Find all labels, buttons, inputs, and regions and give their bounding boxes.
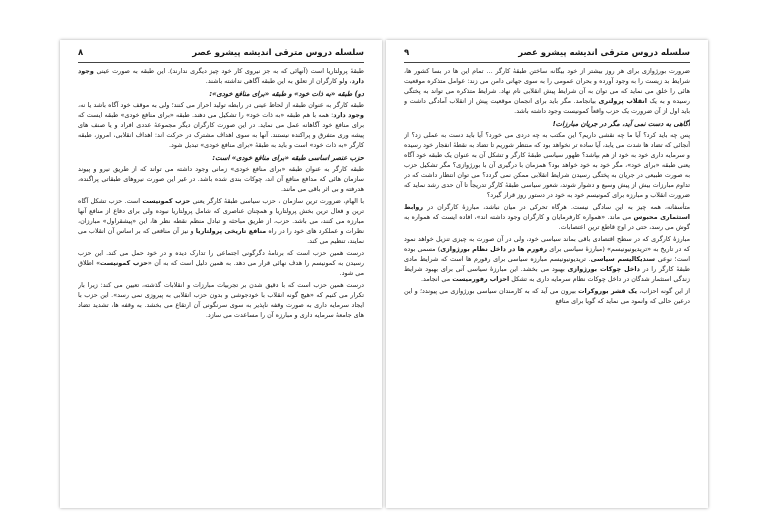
right-page bbox=[386, 40, 708, 508]
page-header bbox=[78, 48, 364, 63]
bold-phrase: روابط استثماری محبوس bbox=[404, 203, 690, 221]
section-heading: دو) طبقه «به ذات خود» و طبقه «برای منافع خودی»: bbox=[209, 90, 364, 98]
running-title: سلسله دروس مترقی اندیشه پیشرو عصر bbox=[518, 48, 690, 58]
paragraph: از این گونه احزاب، یک قشر بوروکرات بیرون می آید که به کارمندان سیاسی بورژوازی می پیوندد؛ و این درعین حالی که وانمود می نماید که گویا برای منافع bbox=[404, 287, 690, 305]
paragraph: طبقهٔ پرولتاریا است (آنهائی که به جز نیروی کار خود چیز دیگری ندارند). این طبقه به صورت عینی وجود دارد، ولو کارگران از تعلق به این طبقه آگاهی نداشته باشند. bbox=[78, 67, 364, 85]
page-number: ۸ bbox=[78, 48, 84, 58]
bold-phrase: وجود دارد bbox=[333, 111, 364, 119]
paragraph: متأسفانه، همه چیز به این سادگی نیست. هرگاه تحرکی در میان نباشد، مبارزهٔ کارگران در روابط استثماری محبوس می ماند. «همواره کارفرمایان و کارگران وجود داشته اند»، افاده ایست که همواره به گوش می رسد، حتی در اوج قاطع ترین اعتصابات. bbox=[404, 203, 690, 231]
paragraph: مبارزهٔ کارگری که در سطح اقتصادی باقی بماند سیاسی خود، ولی در آن صورت به چیزی تنزیل خواهد نمود که در تاریخ به «تریدیونیونیسم» (مبارزهٔ سیاسی برای رفورم ها در داخل نظام بورژوازی) مسمی بوده است؛ نوعی سندیکالیسم سیاسی. تریدیونیونیسم مبارزه سیاسی برای رفورم ها است که شرایط مادی طبقهٔ کارگر را در داخل چوکات بورژوازی بهبود می بخشد. این مبارزهٔ سیاسی آنی برای بهبود شرایط زندگی استثمار شدگان در داخل چوکات نظام سرمایه داری به تشکل احزاب رفورمیست می انجامد. bbox=[404, 235, 690, 283]
bold-phrase: حزب کمونیست bbox=[142, 197, 191, 205]
bold-phrase: داخل چوکات بورژوازی bbox=[567, 265, 640, 273]
bold-phrase: انقلاب پرولتری bbox=[598, 97, 647, 105]
running-title: سلسله دروس مترقی اندیشه پیشرو عصر bbox=[192, 48, 364, 58]
page-body bbox=[78, 66, 364, 498]
section-heading: حزب عنصر اساسی طبقه «برای منافع خودی» است: bbox=[212, 154, 364, 162]
page-header bbox=[404, 48, 690, 63]
book-spread bbox=[60, 40, 708, 508]
bold-phrase: رفورم ها در داخل نظام بورژوازی bbox=[440, 245, 548, 253]
bold-phrase: یک قشر بوروکرات bbox=[578, 287, 638, 295]
page-body bbox=[404, 66, 690, 498]
paragraph: درست همین حزب است که با دقیق شدن بر تجربیات مبارزات و انقلابات گذشته، تعیین می کند: زیرا بار تکرار می کنیم که «هیچ گونه انقلاب با خودجوشی و بدون حزب انقلابی به پیروزی نمی رسد». این حزب با ایجاد سرمایه داری به صورت وقفه ناپذیر به سوی سرنگونی آن ارتقاع می بخشد. به وقفه ها، تشدید تضاد های جامعهٔ سرمایه داری و مبارزه آن را مساعدت می سازد. bbox=[78, 281, 364, 319]
section-heading: آگاهی به دست نمی آید، مگر در جریان مبارزات! bbox=[552, 120, 690, 128]
bold-phrase: حزب کمونیست bbox=[99, 259, 148, 267]
paragraph: پس چه باید کرد؟ آیا ما چه نقشی داریم؟ این مکتب به چه دردی می خورد؟ آیا باید دست به عملی زد؟ از آنجائی که تضاد ها شدت می یابد، آیا ساده تر نخواهد بود که منتظر شوریم تا تضاد به نقطهٔ انفجار خود رسیده و سرمایه داری خود به خود از هم بپاشد؟ ظهور سیاسی طبقهٔ کارگر و تشکل آن به عنوان یک طبقه خود آگاه یعنی طبقه «برای خود»، مگر خود به خود خواهد بود؟ همزمان با درگیری آن با بورژوازی؟ مگر تشکیل حزب به صورت طبیعی در جریان به پختگی رسیدن شرایط انقلابی ممکن نمی گردد؟ می توان انتظار داشت که در تداوم مبارزات بیش از پیش وسیع و دشوار شوند، شعور سیاسی طبقهٔ کارگر تدریجاً تا آن حدی رشد نماید که ضرورت انقلاب و مبارزه برای کمونیسم خود به خود در دستور روز قرار گیرد؟ bbox=[404, 131, 690, 199]
bold-phrase: احزاب رفورمیست bbox=[452, 275, 510, 283]
paragraph: ضرورت بورژوازی برای هر روز بیشتر از خود بیگانه ساختن طبقهٔ کارگر … تمام این ها در بسا کشور ها، شرایط بد زیست را به وجود آورده و بحران عمومی را به سوی جهانی دامن می زند: عوامل متذکره موقعیت هائی را خلق می نماید که می توان به آن شرایط پیش انقلابی نام نهاد. شرایط متذکره می تواند به پختگی رسیده و به یک انقلاب پرولتری بیانجامد. مگر باید برای انجمان موقعیت پیش از انقلاب آمادگی داشت و باید اول از آن ضرورت یک حزب واقعاً کمونیست وجود داشته باشد. bbox=[404, 67, 690, 115]
paragraph: طبقه کارگر به عنوان طبقه «برای منافع خودی» زمانی وجود داشته می تواند که از طریق نیرو و پیوند سازمان هائی که مدافع منافع آن اند، چوکات بندی شده باشد. در غیر این صورت نیروهای طبقاتی پراگنده، هدرفته و بی اثر باقی می مانند. bbox=[78, 165, 364, 193]
paragraph: طبقه کارگر به عنوان طبقه از لحاظ عینی در رابطه تولید احراز می کنند؛ ولی به موقف خود آگاه باشد یا نه، وجود دارد: همه با هم طبقه «به ذات خود» را تشکیل می دهند. طبقه «برای منافع خودی» طبقه ایست که برای منافع خود آگاهانه عمل می نماید. در این صورت کارگران دیگر مجموعهٔ عددی افراد و یا صنف های پیشه وری متفرق و پراکنده نیستند. آنها به سوی اهداف مشترک در حرکت اند: اهداف انقلابی، امروز، طبقه کارگر «به ذات خود» است و باید به طبقهٔ «برای منافع خودی» تبدیل شود. bbox=[78, 101, 364, 149]
left-page bbox=[60, 40, 382, 508]
page-number: ۹ bbox=[404, 48, 410, 58]
bold-phrase: منافع تاریخی پرولتاریا bbox=[195, 227, 267, 235]
paragraph: درست همین حزب است که برنامهٔ دگرگونی اجتماعی را تدارک دیده و در خود حمل می کند. این حزب رسیدن به کمونیسم را هدف نهائی قرار می دهد. به همین دلیل است که به آن «حزب کمونیست» اطلاق می شود. bbox=[78, 249, 364, 277]
bold-phrase: سندیکالیسم سیاسی bbox=[590, 255, 656, 263]
paragraph: با الهام، ضرورت ترین سازمان ، حزب سیاسی طبقهٔ کارگر یعنی حزب کمونیست است. حزب تشکل آگاه ترین و فعال ترین بخش پرولتاریا و همچنان عناصری که شامل پرولتاریا نبوده ولی برای دفاع از منافع آنها مبارزه می کنند، می باشد. حزب، از طریق مباحثه و تبادل منظم نقطه نظر ها، این «پیشقراول» مبارزان، نظرات و عملکرد های خود را در راه منافع تاریخی پرولتاریا و نیز آن منافعی که بر اساس آن انقلاب می نمایند، تنظیم می کند. bbox=[78, 197, 364, 245]
bold-phrase: وجود دارد bbox=[78, 67, 364, 85]
